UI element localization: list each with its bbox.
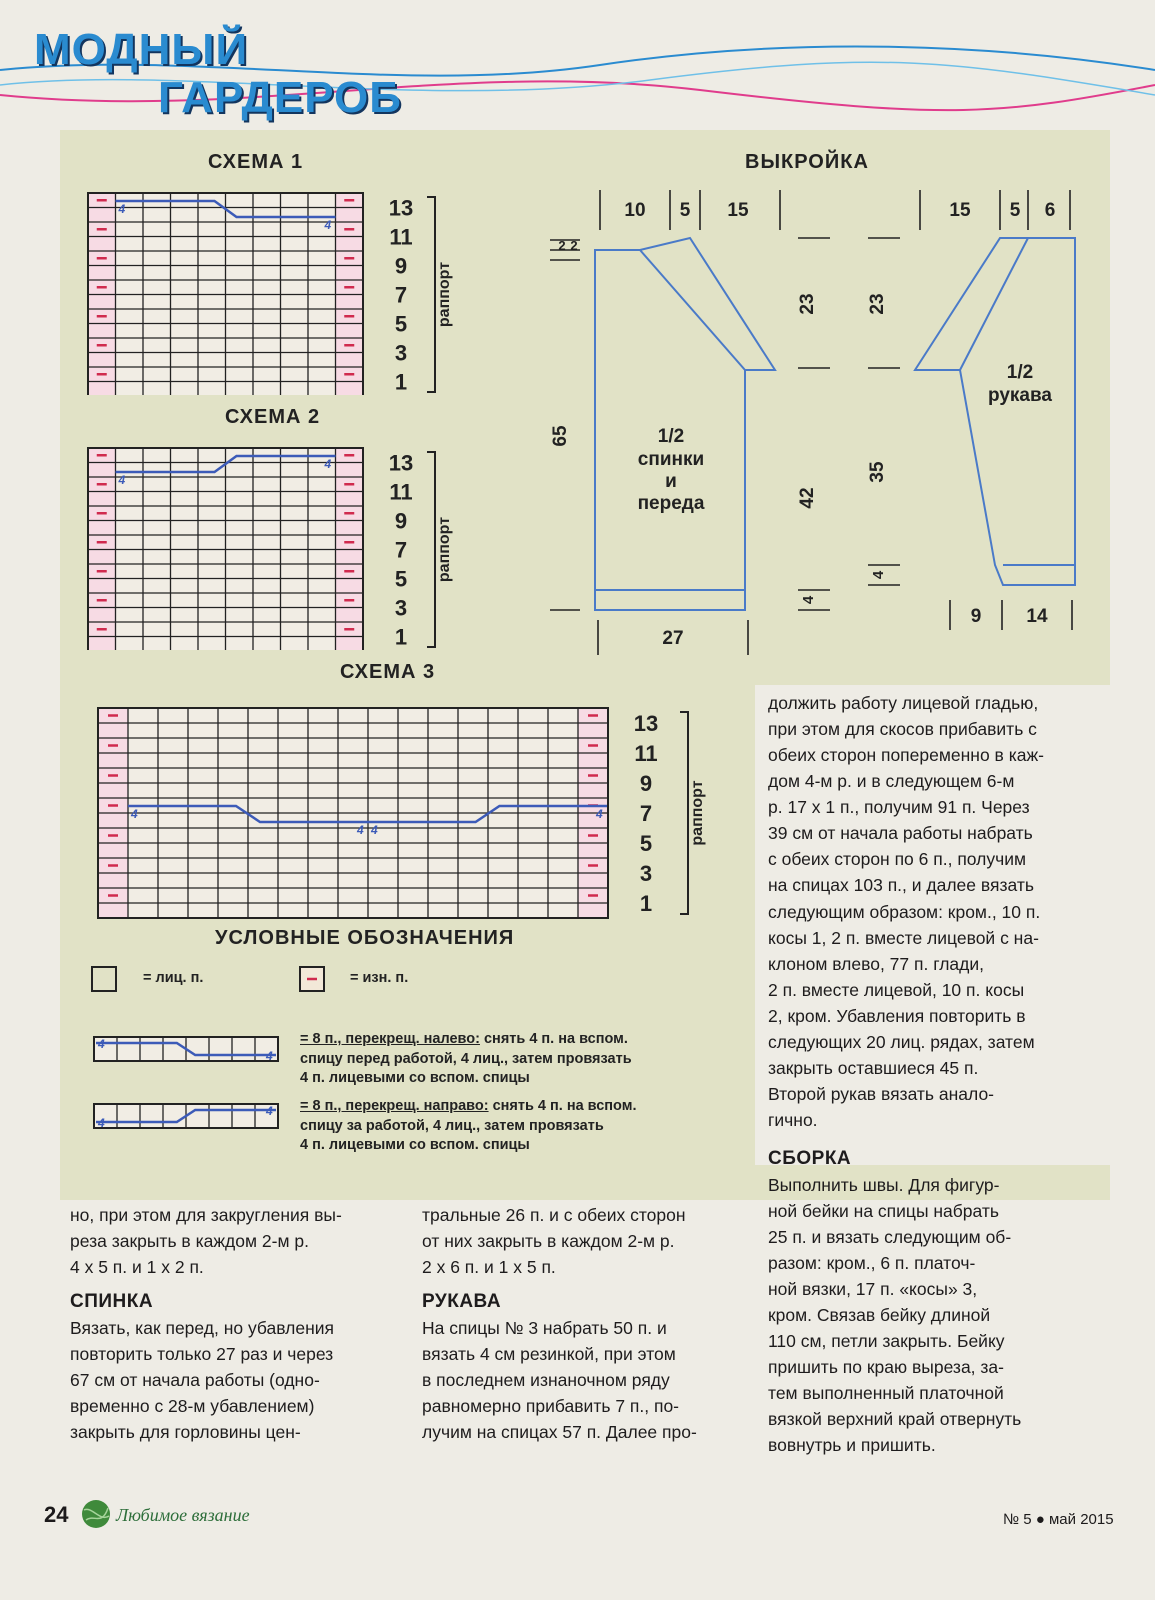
cable-mark: 4 — [266, 1104, 273, 1118]
cable-mark: 4 — [266, 1049, 273, 1063]
col2-line: тральные 26 п. и с обеих сторон — [422, 1205, 686, 1225]
legend-knit-symbol — [90, 965, 120, 995]
text-column-1 — [70, 1202, 400, 1445]
magazine-section-title — [30, 24, 550, 124]
assembly-line: тем выполненный платочной — [768, 1383, 1004, 1404]
pattern-body-label-3: и — [665, 471, 677, 492]
right-text-line: следующих 20 лиц. рядах, затем — [768, 1031, 1035, 1052]
col1-line: реза закрыть в каждом 2-м р. — [70, 1231, 309, 1252]
assembly-line: 25 п. и вязать следующим об- — [768, 1226, 1012, 1247]
pattern-body-label-2: спинки — [637, 449, 705, 470]
magazine-name: Любимое вязание — [116, 1505, 250, 1525]
issue-label: № 5 ● май 2015 — [1003, 1511, 1114, 1528]
legend-cross-left — [300, 1030, 740, 1089]
legend-cross-left-l2: спицу перед работой, 4 лиц., затем провязать — [300, 1050, 632, 1067]
legend-cross-right-l3: 4 п. лицевыми со вспом. спицы — [300, 1137, 530, 1154]
assembly-line: Выполнить швы. Для фигур- — [768, 1174, 1000, 1195]
row-number: 9 — [394, 508, 408, 534]
sleeves-heading: РУКАВА — [422, 1291, 502, 1313]
right-text-column — [768, 690, 1113, 1458]
pattern-body-side-1: 2 — [558, 238, 566, 253]
pattern-mid-left-2: 42 — [797, 487, 818, 509]
scheme2-title: СХЕМА 2 — [225, 406, 321, 428]
cable-mark: 4 — [98, 1037, 105, 1051]
title-line-1: МОДНЫЙ — [34, 25, 249, 74]
right-text-line: Второй рукав вязать анало- — [768, 1083, 995, 1104]
right-text-line: на спицах 103 п., и далее вязать — [768, 875, 1034, 896]
row-number: 9 — [639, 771, 653, 796]
yarn-ball-icon — [78, 1496, 114, 1532]
pattern-body-label-1: 1/2 — [657, 426, 685, 447]
scheme1-title: СХЕМА 1 — [208, 151, 304, 173]
right-text-line: косы 1, 2 п. вместе лицевой с на- — [768, 927, 1039, 948]
row-number: 1 — [639, 891, 653, 916]
pattern-drawing — [540, 180, 1110, 680]
legend-cross-left-head: = 8 п., перекрещ. налево: — [300, 1031, 480, 1047]
assembly-line: ной бейки на спицы набрать — [768, 1200, 1000, 1221]
assembly-line: ной вязки, 17 п. «косы» 3, — [768, 1279, 978, 1299]
sleeves-line: в последнем изнаночном ряду — [422, 1370, 670, 1390]
legend-cross-right-l1: снять 4 п. на вспом. — [488, 1098, 637, 1114]
title-line-2: ГАРДЕРОБ — [158, 73, 402, 122]
back-heading: СПИНКА — [70, 1291, 154, 1313]
right-text-line: р. 17 x 1 п., получим 91 п. Через — [768, 797, 1030, 818]
row-number: 11 — [389, 224, 413, 250]
right-text-line: обеих сторон попеременно в каж- — [768, 745, 1045, 766]
pattern-mid-right-2: 35 — [867, 461, 888, 483]
legend-purl-text: = изн. п. — [350, 970, 409, 986]
pattern-body-top-2: 5 — [679, 200, 691, 221]
col1-line: 4 x 5 п. и 1 x 2 п. — [70, 1257, 204, 1278]
row-number: 3 — [394, 340, 408, 366]
legend-cross-left-l3: 4 п. лицевыми со вспом. спицы — [300, 1070, 530, 1087]
pattern-sleeve-top-2: 5 — [1009, 200, 1021, 221]
rapport-label: раппорт — [436, 516, 453, 583]
cable-mark: 4 — [98, 1116, 105, 1130]
scheme3-title: СХЕМА 3 — [340, 661, 436, 683]
legend-cross-right-head: = 8 п., перекрещ. направо: — [300, 1098, 489, 1114]
pattern-sleeve-label-1: 1/2 — [1006, 362, 1034, 383]
pattern-sleeve-top-1: 15 — [949, 200, 971, 221]
row-number: 5 — [394, 311, 408, 337]
assembly-line: кром. Связав бейку длиной — [768, 1305, 991, 1326]
legend-purl-symbol — [298, 965, 328, 995]
sleeves-line: равномерно прибавить 7 п., по- — [422, 1396, 680, 1417]
right-text-line: 2, кром. Убавления повторить в — [768, 1005, 1026, 1026]
legend-title: УСЛОВНЫЕ ОБОЗНАЧЕНИЯ — [215, 927, 515, 949]
pattern-body-top-3: 15 — [727, 200, 749, 221]
assembly-line: разом: кром., 6 п. платоч- — [768, 1252, 976, 1273]
sleeves-line: лучим на спицах 57 п. Далее про- — [422, 1422, 697, 1443]
back-line: закрыть для горловины цен- — [70, 1422, 301, 1443]
assembly-line: 110 см, петли закрыть. Бейку — [768, 1331, 1005, 1352]
right-text-line: клоном влево, 77 п. глади, — [768, 953, 984, 974]
back-line: Вязать, как перед, но убавления — [70, 1317, 335, 1338]
back-line: повторить только 27 раз и через — [70, 1343, 334, 1364]
row-number: 3 — [639, 861, 653, 886]
pattern-sleeve-label-2: рукава — [988, 385, 1052, 406]
pattern-body-bottom: 27 — [662, 628, 684, 649]
pattern-body-label-4: переда — [637, 493, 705, 514]
right-text-line: с обеих сторон по 6 п., получим — [768, 849, 1027, 870]
pattern-body-side-2: 2 — [570, 238, 578, 253]
rapport-label: раппорт — [689, 780, 706, 846]
row-number: 3 — [394, 595, 408, 621]
scheme2-chart — [80, 440, 480, 650]
right-text-line: должить работу лицевой гладью, — [768, 693, 1039, 713]
col2-line: от них закрыть в каждом 2-м р. — [422, 1231, 675, 1252]
cable-mark: 4 — [118, 473, 126, 487]
scheme1-chart — [80, 185, 480, 395]
col2-line: 2 x 6 п. и 1 x 5 п. — [422, 1257, 556, 1278]
assembly-line: пришить по краю выреза, за- — [768, 1357, 1004, 1378]
back-line: временно с 28-м убавлением) — [70, 1396, 315, 1417]
row-number: 5 — [639, 831, 653, 856]
pattern-body-side-3: 65 — [550, 425, 571, 447]
row-number: 11 — [389, 479, 413, 505]
right-text-line: 2 п. вместе лицевой, 10 п. косы — [768, 979, 1025, 1000]
assembly-line: вовнутрь и пришить. — [768, 1435, 936, 1456]
pattern-mid-right-1: 23 — [867, 293, 888, 315]
row-number: 1 — [394, 369, 408, 395]
right-text-line: закрыть оставшиеся 45 п. — [768, 1057, 979, 1078]
cable-mark: 4 — [118, 202, 126, 216]
legend-cross-left-l1: снять 4 п. на вспом. — [479, 1031, 628, 1047]
assembly-heading: СБОРКА — [768, 1148, 852, 1170]
sleeves-line: вязать 4 см резинкой, при этом — [422, 1343, 676, 1364]
row-number: 9 — [394, 253, 408, 279]
row-number: 7 — [394, 282, 408, 308]
right-text-line: следующим образом: кром., 10 п. — [768, 901, 1041, 922]
legend-knit-text: = лиц. п. — [143, 970, 204, 986]
pattern-title: ВЫКРОЙКА — [745, 151, 869, 173]
scheme3-chart — [90, 700, 730, 930]
right-text-line: дом 4-м р. и в следующем 6-м — [768, 771, 1015, 792]
text-column-2 — [422, 1202, 752, 1445]
sleeves-line: На спицы № 3 набрать 50 п. и — [422, 1317, 667, 1338]
right-text-line: при этом для скосов прибавить с — [768, 719, 1037, 740]
right-text-line: гично. — [768, 1110, 818, 1130]
pattern-sleeve-bottom-2: 14 — [1026, 606, 1048, 627]
cable-mark: 4 — [131, 807, 138, 821]
legend-cross-right — [300, 1097, 740, 1156]
rapport-label: раппорт — [436, 261, 453, 328]
cable-mark: 4 — [371, 823, 378, 837]
pattern-mid-right-3: 4 — [870, 570, 887, 580]
pattern-sleeve-bottom-1: 9 — [970, 606, 982, 627]
legend-cross-right-symbol — [92, 1100, 284, 1132]
pattern-mid-left-1: 23 — [797, 293, 818, 315]
col1-line: но, при этом для закругления вы- — [70, 1205, 342, 1225]
legend-cross-right-l2: спицу за работой, 4 лиц., затем провязать — [300, 1117, 604, 1134]
cable-mark: 4 — [324, 218, 332, 232]
row-number: 5 — [394, 566, 408, 592]
legend-cross-left-symbol — [92, 1033, 284, 1065]
row-number: 7 — [639, 801, 653, 826]
row-number: 11 — [634, 741, 658, 766]
pattern-sleeve-top-3: 6 — [1044, 200, 1056, 221]
cable-mark: 4 — [324, 457, 332, 471]
row-number: 7 — [394, 537, 408, 563]
cable-mark: 4 — [357, 823, 364, 837]
row-number: 13 — [388, 450, 414, 476]
pattern-body-top-1: 10 — [624, 200, 646, 221]
row-number: 1 — [394, 624, 408, 650]
pattern-mid-left-3: 4 — [800, 595, 817, 605]
cable-mark: 4 — [596, 807, 603, 821]
right-text-line: 39 см от начала работы набрать — [768, 823, 1033, 844]
back-line: 67 см от начала работы (одно- — [70, 1370, 320, 1390]
row-number: 13 — [388, 195, 414, 221]
page-number: 24 — [44, 1502, 69, 1527]
row-number: 13 — [633, 711, 659, 736]
assembly-line: вязкой верхний край отвернуть — [768, 1409, 1022, 1430]
